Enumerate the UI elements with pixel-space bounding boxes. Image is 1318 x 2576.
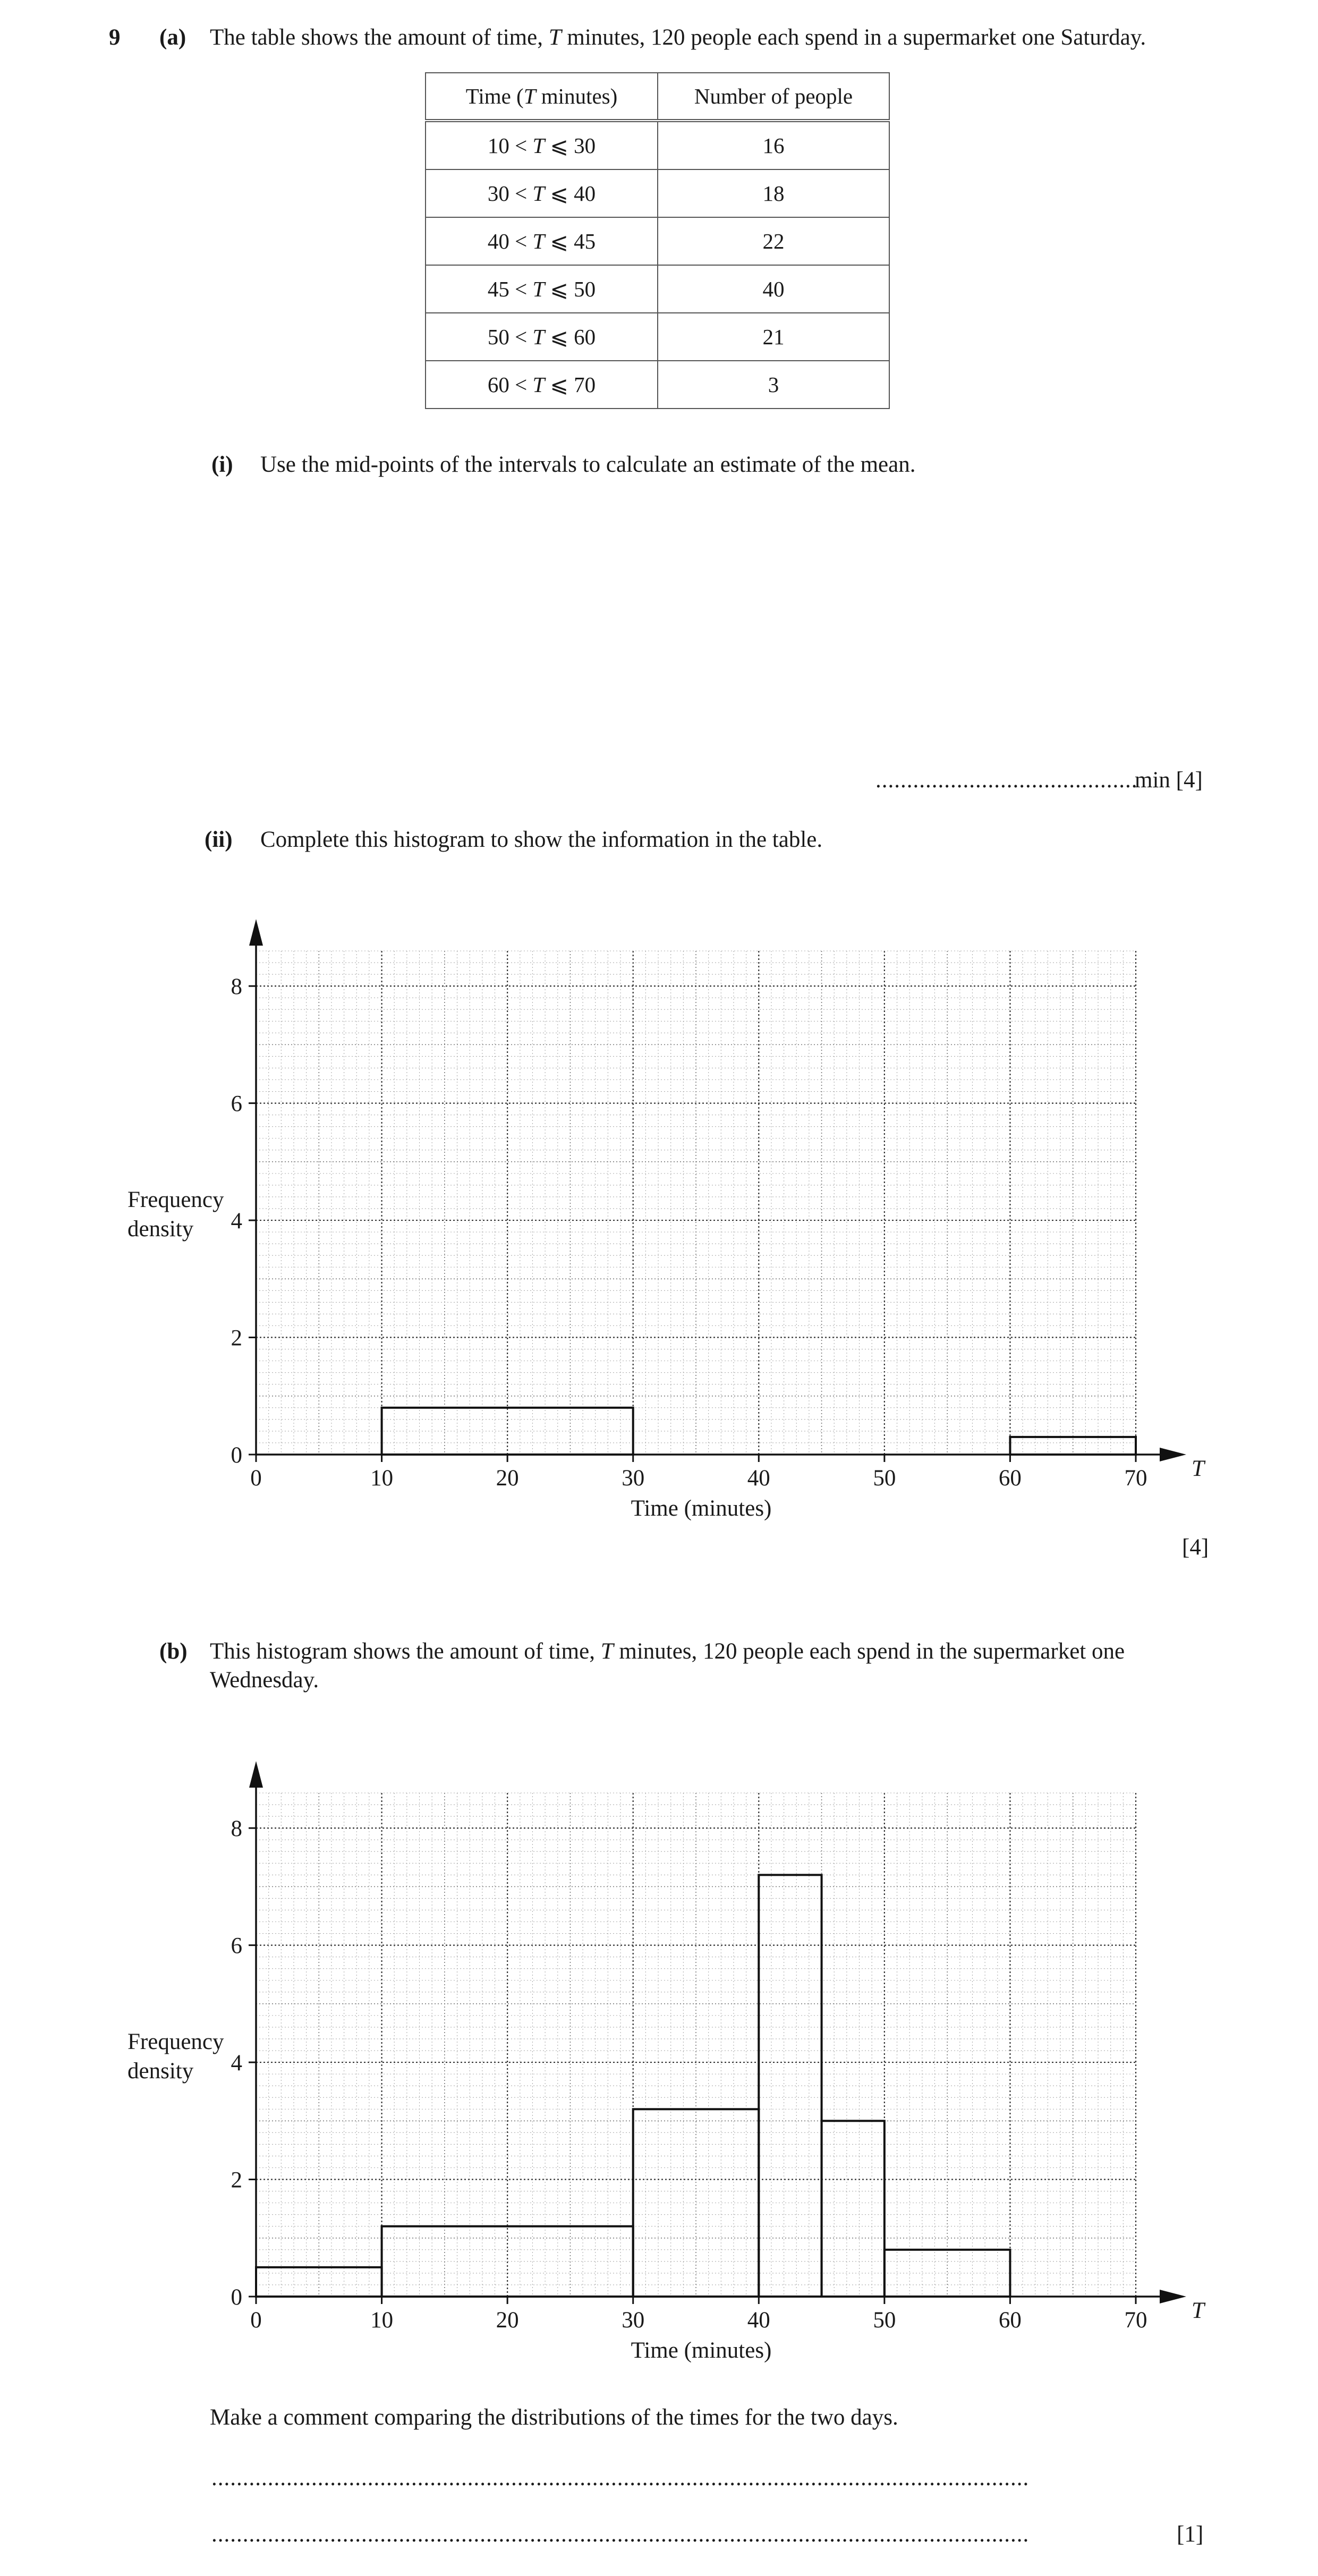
part-b-text-line2: Wednesday. [210, 1668, 319, 1693]
x-tick-label: 70 [1124, 2308, 1147, 2333]
x-tick-label: 40 [747, 2308, 770, 2333]
y-tick-label: 8 [231, 1816, 242, 1842]
table-cell-interval: 60 < T ⩽ 70 [426, 361, 658, 409]
saturday-histogram[interactable] [0, 871, 1318, 1535]
table-row [426, 121, 889, 169]
part-a-intro-text: The table shows the amount of time, T minutes, 120 people each spend in a supermarket one Saturday. [210, 25, 1146, 50]
y-tick-label: 2 [231, 1325, 242, 1351]
x-tick-label: 20 [496, 1466, 519, 1491]
table-header-count: Number of people [658, 73, 889, 121]
y-tick-label: 4 [231, 1209, 242, 1234]
part-i-label: (i) [211, 452, 233, 477]
table-row [426, 313, 889, 361]
part-i-text: Use the mid-points of the intervals to calculate an estimate of the mean. [260, 452, 916, 477]
table-cell-interval: 30 < T ⩽ 40 [426, 169, 658, 217]
x-tick-label: 30 [622, 2308, 645, 2333]
table-cell-count: 22 [658, 217, 889, 265]
x-axis-variable: T [1192, 2298, 1204, 2323]
part-b-label: (b) [159, 1639, 188, 1664]
comment-answer-line-1[interactable]: ................................................................................................................................... [211, 2466, 1030, 2490]
grid [256, 1793, 1136, 2297]
x-tick-label: 70 [1124, 1466, 1147, 1491]
table-cell-interval: 45 < T ⩽ 50 [426, 265, 658, 313]
y-axis-arrow-icon [249, 919, 263, 946]
y-tick-label: 4 [231, 2051, 242, 2076]
x-tick-label: 20 [496, 2308, 519, 2333]
x-tick-label: 10 [370, 1466, 394, 1491]
mean-unit-marks: min [4] [1135, 768, 1203, 793]
comment-answer-line-2[interactable]: ................................................................................................................................... [211, 2522, 1030, 2547]
table-cell-count: 3 [658, 361, 889, 409]
mean-answer-line[interactable]: .......................................... [875, 768, 1138, 793]
part-a-label: (a) [159, 25, 186, 50]
table-cell-count: 40 [658, 265, 889, 313]
part-b-text-line1-text: This histogram shows the amount of time, T minutes, 120 people each spend in the supermarket one [210, 1639, 1125, 1664]
y-tick-label: 2 [231, 2167, 242, 2193]
x-tick-label: 10 [370, 2308, 394, 2333]
histogram-bar [822, 2121, 885, 2297]
table-cell-interval: 40 < T ⩽ 45 [426, 217, 658, 265]
x-tick-label: 40 [747, 1466, 770, 1491]
x-axis-variable: T [1192, 1456, 1204, 1481]
table-row [426, 169, 889, 217]
part-b-text-line1 [210, 1638, 1125, 1664]
y-tick-label: 0 [231, 2285, 242, 2310]
y-tick-label: 6 [231, 1933, 242, 1959]
frequency-table [425, 72, 890, 409]
y-axis-label: Frequency density [127, 2029, 224, 2084]
x-tick-label: 50 [873, 2308, 896, 2333]
part-a-intro [210, 24, 1146, 50]
x-axis-label: Time (minutes) [631, 2338, 772, 2363]
grid [256, 951, 1136, 1455]
part-ii-text: Complete this histogram to show the information in the table. [260, 827, 823, 852]
table-row [426, 265, 889, 313]
y-tick-label: 6 [231, 1091, 242, 1117]
x-tick-label: 0 [250, 2308, 262, 2333]
comment-marks: [1] [1177, 2522, 1204, 2547]
table-cell-count: 21 [658, 313, 889, 361]
comment-prompt: Make a comment comparing the distributions of the times for the two days. [210, 2405, 898, 2430]
wednesday-histogram [0, 1713, 1318, 2377]
histogram-bar [759, 1875, 821, 2297]
x-axis-arrow-icon [1160, 1448, 1186, 1461]
table-cell-interval: 50 < T ⩽ 60 [426, 313, 658, 361]
y-axis-label: Frequency density [127, 1187, 224, 1242]
x-tick-label: 60 [998, 2308, 1022, 2333]
y-tick-label: 0 [231, 1443, 242, 1468]
table-cell-count: 16 [658, 121, 889, 169]
y-tick-label: 8 [231, 974, 242, 1000]
y-axis-arrow-icon [249, 1761, 263, 1788]
question-number: 9 [109, 25, 121, 50]
table-cell-count: 18 [658, 169, 889, 217]
x-tick-label: 30 [622, 1466, 645, 1491]
part-ii-marks: [4] [1182, 1535, 1209, 1560]
table-row [426, 361, 889, 409]
x-axis-label: Time (minutes) [631, 1496, 772, 1521]
table-row [426, 217, 889, 265]
x-tick-label: 60 [998, 1466, 1022, 1491]
x-axis-arrow-icon [1160, 2290, 1186, 2303]
table-header-time: Time (T minutes) [426, 73, 658, 121]
x-tick-label: 0 [250, 1466, 262, 1491]
table-cell-interval: 10 < T ⩽ 30 [426, 121, 658, 169]
part-ii-label: (ii) [205, 827, 233, 852]
x-tick-label: 50 [873, 1466, 896, 1491]
